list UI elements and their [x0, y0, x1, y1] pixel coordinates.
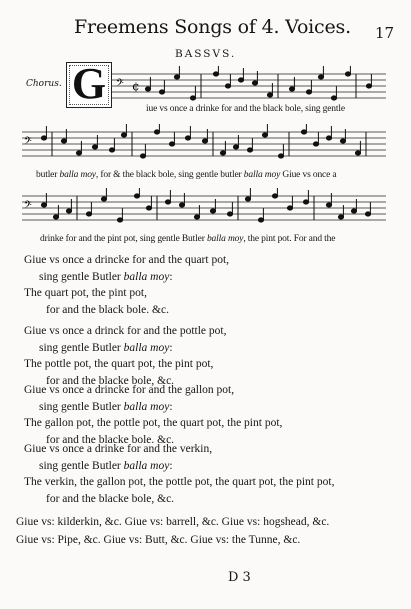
note-head: [213, 72, 218, 76]
note-head: [252, 81, 257, 85]
note-head: [366, 84, 371, 88]
verse-line: Giue vs once a drinck for and the pottle pot,: [24, 325, 227, 337]
note-head: [318, 75, 323, 79]
verse-line: The pottle pot, the quart pot, the pint pot,: [24, 358, 214, 371]
note-head: [306, 90, 311, 94]
page-number: 17: [375, 24, 395, 42]
note-head: [225, 84, 230, 88]
note-head: [53, 215, 58, 219]
note-head: [345, 72, 350, 76]
note-head: [117, 218, 122, 222]
note-head: [238, 78, 243, 82]
verse-line: Giue vs once a drinke for and the verkin,: [24, 443, 213, 455]
lyric-line-2: butler balla moy, for & the black bole, sing gentle butler balla moy Giue vs once a: [36, 170, 337, 180]
music-staff-3: [0, 188, 411, 232]
note-head: [289, 87, 294, 91]
svg-text:𝄢: 𝄢: [24, 135, 32, 149]
note-head: [169, 142, 174, 146]
verse-line: for and the blacke bole, &c.: [46, 374, 175, 387]
note-head: [174, 75, 179, 79]
note-head: [134, 194, 139, 198]
music-staff-2: [0, 124, 411, 168]
note-head: [301, 130, 306, 134]
svg-text:𝄢: 𝄢: [24, 199, 32, 213]
footer-line-1: Giue vs: kilderkin, &c. Giue vs: barrell, &c. Giue vs: hogshead, &c.: [16, 516, 330, 528]
note-head: [220, 151, 225, 155]
note-head: [41, 203, 46, 207]
lyric-line-3: drinke for and the pint pot, sing gentle Butler balla moy, the pint pot. For and the: [40, 234, 336, 244]
note-head: [247, 148, 252, 152]
note-head: [86, 212, 91, 216]
note-head: [121, 133, 126, 137]
verse-1: [24, 252, 229, 318]
note-head: [331, 96, 336, 100]
note-head: [101, 197, 106, 201]
lyric-line-1: iue vs once a drinke for and the black bole, sing gentle: [146, 104, 345, 114]
verse-line: Giue vs once a drincke for and the gallon pot,: [24, 384, 235, 396]
note-head: [233, 145, 238, 149]
note-head: [41, 136, 46, 140]
note-head: [340, 139, 345, 143]
note-head: [202, 139, 207, 143]
note-head: [355, 151, 360, 155]
note-head: [146, 206, 151, 210]
note-head: [190, 96, 195, 100]
note-head: [303, 200, 308, 204]
page-title: Freemens Songs of 4. Voices.: [74, 16, 351, 38]
note-head: [262, 133, 267, 137]
note-head: [210, 209, 215, 213]
note-head: [245, 197, 250, 201]
note-head: [145, 87, 150, 91]
music-staff-1: [0, 66, 411, 106]
note-head: [326, 136, 331, 140]
svg-text:¢: ¢: [132, 79, 140, 93]
note-head: [267, 93, 272, 97]
note-head: [185, 136, 190, 140]
note-head: [159, 90, 164, 94]
note-head: [287, 206, 292, 210]
note-head: [365, 212, 370, 216]
note-head: [165, 200, 170, 204]
note-head: [194, 215, 199, 219]
verse-line: The quart pot, the pint pot,: [24, 287, 147, 300]
note-head: [140, 154, 145, 158]
note-head: [109, 148, 114, 152]
svg-text:𝄢: 𝄢: [116, 77, 124, 91]
note-head: [179, 203, 184, 207]
note-head: [272, 194, 277, 198]
note-head: [227, 212, 232, 216]
verse-line: The gallon pot, the pottle pot, the quart pot, the pint pot,: [24, 417, 283, 430]
verse-line: for and the blacke bole, &c.: [46, 492, 175, 505]
note-head: [278, 154, 283, 158]
verse-line: for and the black bole. &c.: [46, 303, 169, 316]
verse-2: [24, 323, 226, 389]
note-head: [326, 203, 331, 207]
chorus-label: Chorus.: [26, 79, 62, 89]
voice-part-label: BASSVS.: [175, 48, 237, 60]
signature-mark: D 3: [228, 570, 251, 585]
note-head: [154, 130, 159, 134]
verse-line: sing gentle Butler balla moy:: [39, 341, 173, 354]
verse-line: for and the blacke bole. &c.: [46, 433, 175, 446]
verse-line: sing gentle Butler balla moy:: [39, 400, 173, 413]
note-head: [92, 145, 97, 149]
verse-line: sing gentle Butler balla moy:: [39, 459, 173, 472]
initial-letter: G: [71, 62, 107, 108]
verse-line: Giue vs once a drincke for and the quart pot,: [24, 254, 230, 266]
note-head: [61, 139, 66, 143]
note-head: [338, 215, 343, 219]
verse-4: [24, 441, 334, 507]
footer-line-2: Giue vs: Pipe, &c. Giue vs: Butt, &c. Giue vs: the Tunne, &c.: [16, 534, 301, 546]
note-head: [76, 151, 81, 155]
note-head: [313, 142, 318, 146]
note-head: [351, 209, 356, 213]
verse-3: [24, 382, 282, 448]
note-head: [258, 218, 263, 222]
note-head: [66, 209, 71, 213]
verse-line: The verkin, the gallon pot, the pottle pot, the quart pot, the pint pot,: [24, 476, 335, 489]
verse-line: sing gentle Butler balla moy:: [39, 270, 173, 283]
